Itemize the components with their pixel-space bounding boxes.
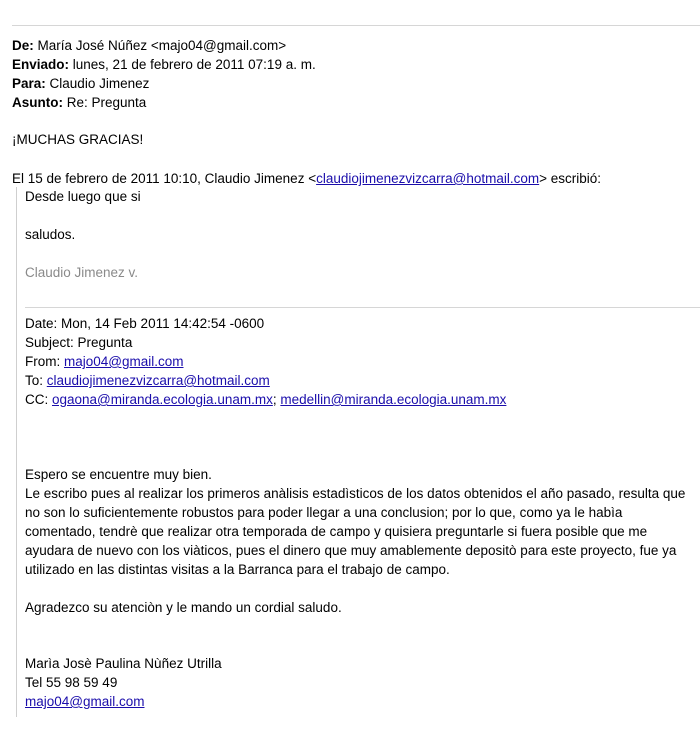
header-sent-label: Enviado: xyxy=(12,57,70,72)
original-cc-label: CC: xyxy=(25,392,52,407)
quoted-signature: Claudio Jimenez v. xyxy=(25,265,139,280)
header-sent-value: lunes, 21 de febrero de 2011 07:19 a. m. xyxy=(72,57,316,72)
header-to-label: Para: xyxy=(12,76,46,91)
original-from-email-link[interactable]: majo04@gmail.com xyxy=(64,354,184,369)
body-line: utilizado en las distintas visitas a la Barranca para el trabajo de campo. xyxy=(25,562,450,577)
original-cc-separator: ; xyxy=(272,392,281,407)
original-from xyxy=(25,352,695,371)
original-subject: Subject: Pregunta xyxy=(25,335,133,350)
quoted-line-1: Desde luego que si xyxy=(25,189,141,204)
attribution-suffix: > escribió: xyxy=(539,171,602,186)
top-divider xyxy=(12,25,700,26)
header-subject-value: Re: Pregunta xyxy=(66,95,147,110)
body-line: comentado, tendrè que realizar otra temporada de campo y quisiera preguntarle si fuera posible que me xyxy=(25,524,648,539)
reply-greeting: ¡MUCHAS GRACIAS! xyxy=(12,132,144,147)
signature-email-link[interactable]: majo04@gmail.com xyxy=(25,694,145,709)
attribution-prefix: El 15 de febrero de 2011 10:10, Claudio Jimenez < xyxy=(12,171,317,186)
header-subject xyxy=(12,93,692,112)
original-to xyxy=(25,371,695,390)
original-cc-email-link-2[interactable]: medellin@miranda.ecologia.unam.mx xyxy=(280,392,507,407)
original-to-label: To: xyxy=(25,373,47,388)
quoted-message xyxy=(16,187,700,717)
original-message-divider xyxy=(25,307,700,308)
body-line: Espero se encuentre muy bien. xyxy=(25,467,212,482)
signature-name: Marìa Josè Paulina Nùñez Utrilla xyxy=(25,656,222,671)
quote-attribution xyxy=(12,169,601,188)
email-header-block xyxy=(12,36,692,112)
body-line: Le escribo pues al realizar los primeros anàlisis estadìsticos de los datos obtenidos el año pasado, resulta que xyxy=(25,486,686,501)
original-closing: Agradezco su atenciòn y le mando un cordial saludo. xyxy=(25,600,342,615)
original-message-headers xyxy=(25,314,695,409)
original-signature xyxy=(25,654,222,711)
original-body xyxy=(25,465,695,579)
signature-phone: Tel 55 98 59 49 xyxy=(25,675,118,690)
signature-email xyxy=(25,692,222,711)
original-cc xyxy=(25,390,695,409)
header-from-value[interactable]: María José Núñez <majo04@gmail.com> xyxy=(37,38,287,53)
header-from xyxy=(12,36,692,55)
quoted-line-2: saludos. xyxy=(25,227,76,242)
attribution-email-link[interactable]: claudiojimenezvizcarra@hotmail.com xyxy=(316,171,540,186)
original-date: Date: Mon, 14 Feb 2011 14:42:54 -0600 xyxy=(25,316,265,331)
header-subject-label: Asunto: xyxy=(12,95,63,110)
header-from-label: De: xyxy=(12,38,34,53)
original-cc-email-link-1[interactable]: ogaona@miranda.ecologia.unam.mx xyxy=(52,392,273,407)
original-from-label: From: xyxy=(25,354,64,369)
body-line: ayudara de nuevo con los viàticos, pues el dinero que muy amablemente depositò para este proyecto, fue ya xyxy=(25,543,677,558)
original-to-email-link[interactable]: claudiojimenezvizcarra@hotmail.com xyxy=(46,373,270,388)
header-sent xyxy=(12,55,692,74)
header-to-value[interactable]: Claudio Jimenez xyxy=(49,76,150,91)
header-to xyxy=(12,74,692,93)
body-line: no son lo suficientemente robustos para poder llegar a una conclusion; por lo que, como ya le habìa xyxy=(25,505,623,520)
